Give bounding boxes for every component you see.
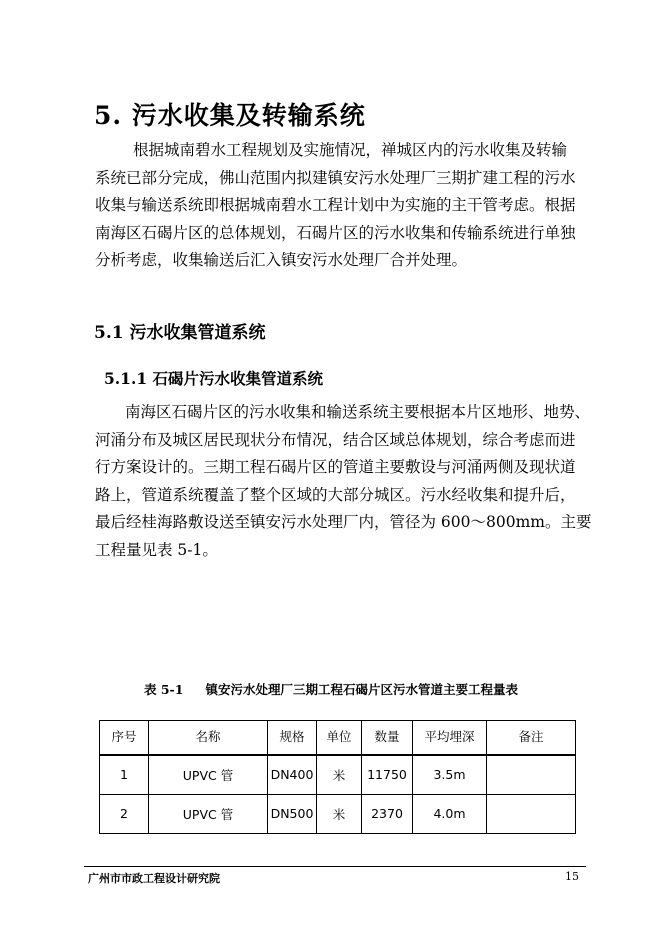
footer-divider <box>84 866 586 867</box>
table-cell: 4.0m <box>413 794 487 833</box>
paragraph-line: 路上，管道系统覆盖了整个区域的大部分城区。污水经收集和提升后， <box>95 485 576 504</box>
table-caption <box>144 680 518 698</box>
intro-paragraph <box>95 137 595 275</box>
subsection-heading: 5.1 污水收集管道系统 <box>94 323 266 343</box>
table-cell: UPVC 管 <box>149 794 268 833</box>
footer-organization: 广州市市政工程设计研究院 <box>88 872 220 885</box>
table-cell: 11750 <box>362 755 413 795</box>
paragraph-line: 工程量见表 5-1。 <box>95 540 218 559</box>
table-cell: 米 <box>317 755 362 795</box>
table-caption-number: 表 5-1 <box>144 682 184 697</box>
paragraph-line: 行方案设计的。三期工程石碣片区的管道主要敷设与河涌两侧及现状道 <box>95 458 576 476</box>
table-cell: 3.5m <box>413 755 487 795</box>
table-cell <box>487 794 576 833</box>
table-cell: 米 <box>317 794 362 833</box>
table-header-row <box>100 721 576 755</box>
section-heading: 5. 污水收集及转输系统 <box>94 101 366 130</box>
body-paragraph <box>95 399 595 564</box>
header-cell: 序号 <box>100 721 149 755</box>
subsubsection-heading: 5.1.1 石碣片污水收集管道系统 <box>104 369 324 388</box>
paragraph-line: 分析考虑，收集输送后汇入镇安污水处理厂合并处理。 <box>95 251 468 269</box>
header-cell: 单位 <box>317 721 362 755</box>
paragraph-line: 最后经桂海路敷设送至镇安污水处理厂内，管径为 600～800mm。主要 <box>95 513 592 531</box>
table-cell: DN400 <box>268 755 317 795</box>
table-cell: UPVC 管 <box>149 755 268 795</box>
table-row <box>100 755 576 795</box>
header-cell: 数量 <box>362 721 413 755</box>
table-cell: 2370 <box>362 794 413 833</box>
header-cell: 备注 <box>487 721 576 755</box>
paragraph-line: 河涌分布及城区居民现状分布情况，结合区域总体规划，综合考虑而进 <box>95 430 576 449</box>
table-row <box>100 794 576 833</box>
paragraph-line: 根据城南碧水工程规划及实施情况，禅城区内的污水收集及转输 <box>133 141 568 159</box>
page-number: 15 <box>565 870 579 883</box>
header-cell: 平均埋深 <box>413 721 487 755</box>
table-caption-text: 镇安污水处理厂三期工程石碣片区污水管道主要工程量表 <box>205 682 518 697</box>
table-cell <box>487 755 576 795</box>
quantity-table <box>99 720 576 834</box>
paragraph-line: 南海区石碣片区的总体规划，石碣片区的污水收集和传输系统进行单独 <box>95 223 576 242</box>
paragraph-line: 系统已部分完成，佛山范围内拟建镇安污水处理厂三期扩建工程的污水 <box>95 168 576 187</box>
table-cell: DN500 <box>268 794 317 833</box>
header-cell: 名称 <box>149 721 268 755</box>
paragraph-line: 收集与输送系统即根据城南碧水工程计划中为实施的主干管考虑。根据 <box>95 196 576 214</box>
table-cell: 2 <box>100 794 149 833</box>
paragraph-line: 南海区石碣片区的污水收集和输送系统主要根据本片区地形、地势、 <box>125 403 591 421</box>
table-cell: 1 <box>100 755 149 795</box>
header-cell: 规格 <box>268 721 317 755</box>
